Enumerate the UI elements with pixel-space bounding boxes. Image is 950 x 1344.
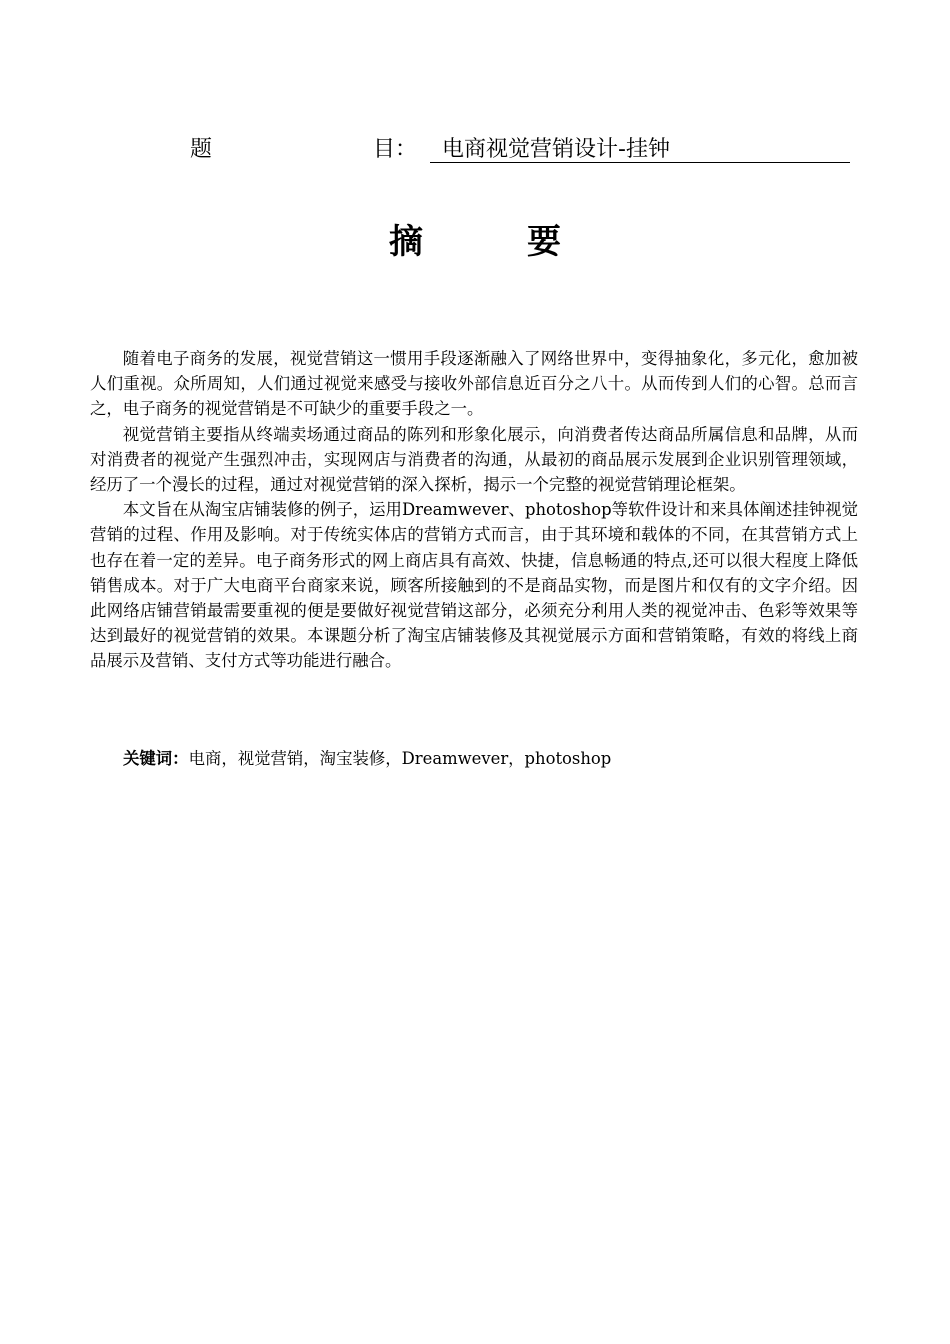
- abstract-paragraph-3: 本文旨在从淘宝店铺装修的例子，运用Dreamwever、photoshop等软件设计和来具体阐述挂钟视觉营销的过程、作用及影响。对于传统实体店的营销方式而言，由于其环境和载体的不同，在其营销方式上也存在着一定的差异。电子商务形式的网上商店具有高效、快捷，信息畅通的特点,还可以很大程度上降低销售成本。对于广大电商平台商家来说，顾客所接触到的不是商品实物，而是图片和仅有的文字介绍。因此网络店铺营销最需要重视的便是要做好视觉营销这部分，必须充分利用人类的视觉冲击、色彩等效果等达到最好的视觉营销的效果。本课题分析了淘宝店铺装修及其视觉展示方面和营销策略，有效的将线上商品展示及营销、支付方式等功能进行融合。: [90, 500, 858, 671]
- keywords-label: 关键词：: [123, 749, 189, 768]
- title-row: [190, 133, 852, 167]
- keywords-value: 电商，视觉营销，淘宝装修，Dreamwever，photoshop: [188, 749, 612, 768]
- title-value: 电商视觉营销设计-挂钟: [430, 133, 850, 163]
- abstract-heading-char-2: 要: [527, 222, 561, 262]
- abstract-paragraph-2: 视觉营销主要指从终端卖场通过商品的陈列和形象化展示，向消费者传达商品所属信息和品牌，从而对消费者的视觉产生强烈冲击，实现网店与消费者的沟通，从最初的商品展示发展到企业识别管理领域，经历了一个漫长的过程，通过对视觉营销的深入探析，揭示一个完整的视觉营销理论框架。: [90, 424, 858, 495]
- abstract-body: [90, 346, 858, 674]
- abstract-paragraph-1: 随着电子商务的发展，视觉营销这一惯用手段逐渐融入了网络世界中，变得抽象化，多元化，愈加被人们重视。众所周知，人们通过视觉来感受与接收外部信息近百分之八十。从而传到人们的心智。总而言之，电子商务的视觉营销是不可缺少的重要手段之一。: [90, 349, 858, 419]
- abstract-heading: [0, 220, 950, 264]
- abstract-heading-char-1: 摘: [389, 222, 423, 262]
- keywords-line: [123, 746, 863, 771]
- title-label-second-char: 目：: [373, 137, 418, 162]
- title-label-first-char: 题: [190, 137, 213, 162]
